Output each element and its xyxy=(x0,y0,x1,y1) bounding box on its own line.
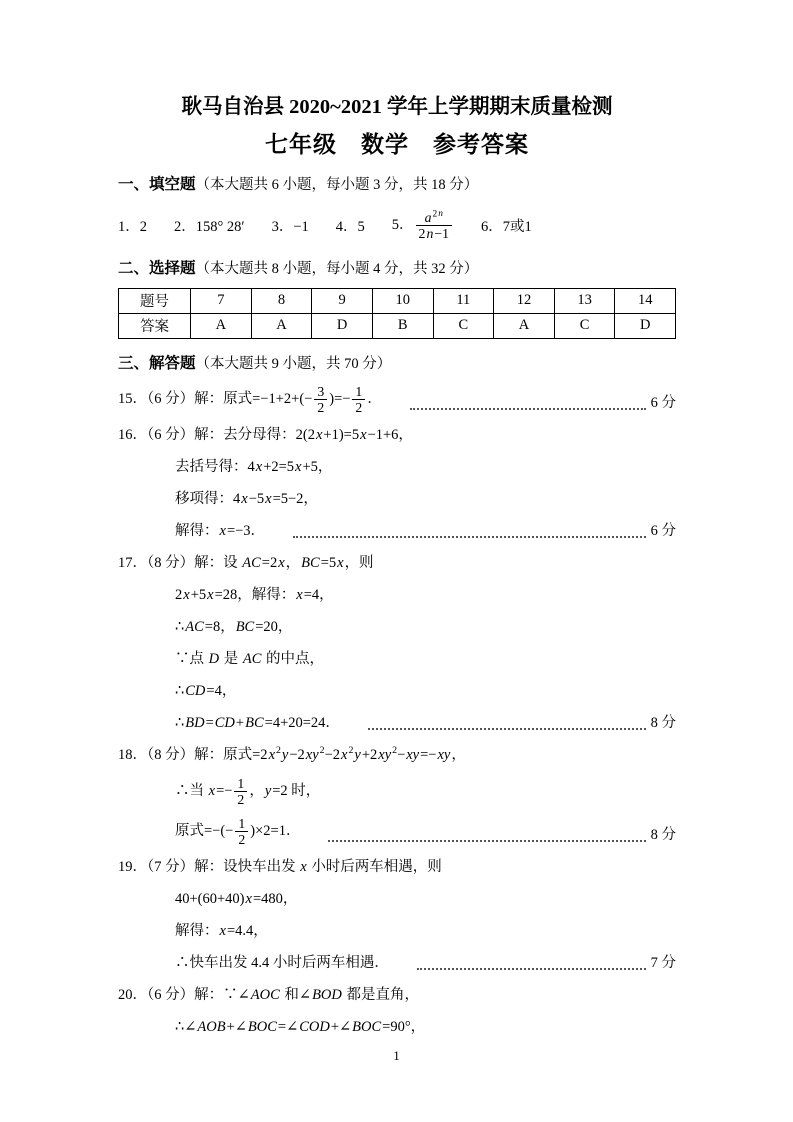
section-solution-label: 三、解答题 xyxy=(118,354,196,372)
problem-17-line-2 xyxy=(175,584,676,607)
problem-19-line-3 xyxy=(175,920,676,943)
table-cell: 10 xyxy=(372,288,433,313)
fill-answer-2: 2．158° 28′ xyxy=(174,219,245,236)
math-expression: 20．（6 分）解：∵∠AOC 和∠BOD 都是直角， xyxy=(118,987,419,1004)
dotted-leader xyxy=(293,536,646,538)
problem-17-line-3 xyxy=(175,616,676,639)
table-cell: D xyxy=(312,313,373,338)
fill-answer-4: 4．5 xyxy=(335,219,365,236)
fill-answer-5: 5． $\frac{a^{2n}}{2n-1}$ xyxy=(392,210,454,241)
problem-17-line-1 xyxy=(118,552,676,575)
section-choice-label: 二、选择题 xyxy=(118,259,196,277)
table-cell: 9 xyxy=(312,288,373,313)
score-label: 6 分 xyxy=(650,522,676,539)
section-fill-heading xyxy=(118,174,676,196)
math-expression: ∵点 D 是 AC 的中点， xyxy=(175,650,325,667)
problem-15-line-1 xyxy=(118,384,676,415)
table-cell: C xyxy=(554,313,615,338)
score-label: 7 分 xyxy=(650,955,676,972)
table-cell: 8 xyxy=(251,288,312,313)
problem-16-line-1 xyxy=(118,424,676,447)
score-label: 8 分 xyxy=(650,714,676,731)
problem-15 xyxy=(118,384,676,415)
section-fill-note: （本大题共 6 小题，每小题 3 分，共 18 分） xyxy=(195,176,479,193)
table-row-answers xyxy=(119,313,676,338)
section-solution-note: （本大题共 9 小题，共 70 分） xyxy=(195,355,392,372)
problem-19 xyxy=(118,856,676,975)
problem-19-line-2 xyxy=(175,888,676,911)
problem-18-line-3 xyxy=(175,816,676,847)
math-expression: ∴快车出发 4.4 小时后两车相遇． xyxy=(175,955,389,972)
math-expression: 19．（7 分）解：设快车出发 x 小时后两车相遇，则 xyxy=(118,859,442,876)
problem-20 xyxy=(118,984,676,1039)
choice-answer-table xyxy=(118,288,676,339)
table-cell: A xyxy=(251,313,312,338)
table-cell: 14 xyxy=(615,288,676,313)
problem-18-line-2 xyxy=(175,776,676,807)
problem-16 xyxy=(118,424,676,543)
math-expression: 2x+5x=28，解得：x=4， xyxy=(175,586,334,603)
dotted-leader xyxy=(328,840,645,842)
dotted-leader xyxy=(410,408,646,410)
table-cell: C xyxy=(433,313,494,338)
fill-answer-3: 3．−1 xyxy=(271,219,309,236)
table-row-question-numbers xyxy=(119,288,676,313)
math-expression: 18．（8 分）解：原式$=2x^2y-2xy^2-2x^2y+2xy^2-xy=-xy$， xyxy=(118,745,466,763)
problem-18-line-1 xyxy=(118,744,676,767)
problem-20-line-2 xyxy=(175,1016,676,1039)
math-expression: 解得：x=4.4， xyxy=(175,923,268,940)
math-expression: 解得：x=−3． xyxy=(175,522,266,539)
math-expression: ∴CD=4， xyxy=(175,682,237,699)
score-label: 6 分 xyxy=(650,394,676,411)
section-choice-note: （本大题共 8 小题，每小题 4 分，共 32 分） xyxy=(195,260,479,277)
fill-answer-6: 6．7或1 xyxy=(480,219,532,236)
table-cell: 12 xyxy=(494,288,555,313)
problem-20-line-1 xyxy=(118,984,676,1007)
problem-19-line-1 xyxy=(118,856,676,879)
table-cell: 13 xyxy=(554,288,615,313)
math-expression: ∴AC=8，BC=20， xyxy=(175,618,293,635)
math-expression: ∴∠AOB+∠BOC=∠COD+∠BOC=90°， xyxy=(175,1019,426,1036)
math-expression: 原式=−(− $\frac{1}{2}$ )×2=1． xyxy=(175,816,301,848)
math-expression: 16．（6 分）解：去分母得：2(2x+1)=5x−1+6， xyxy=(118,426,413,443)
table-cell: D xyxy=(615,313,676,338)
section-solution-heading xyxy=(118,353,676,375)
problem-19-line-4 xyxy=(175,952,676,975)
section-choice-heading xyxy=(118,258,676,280)
table-cell: 11 xyxy=(433,288,494,313)
problem-17-line-5 xyxy=(175,680,676,703)
score-label: 8 分 xyxy=(650,827,676,844)
table-cell: A xyxy=(494,313,555,338)
problem-17 xyxy=(118,552,676,735)
table-cell: 答案 xyxy=(119,313,191,338)
table-cell: 题号 xyxy=(119,288,191,313)
math-expression: 移项得：4x−5x=5−2， xyxy=(175,490,318,507)
math-expression: ∴当 x=− $\frac{1}{2}$ ，y=2 时， xyxy=(175,775,321,807)
table-cell: A xyxy=(191,313,252,338)
fill-answers-row xyxy=(118,204,676,248)
dotted-leader xyxy=(417,968,646,970)
math-expression: ∴BD=CD+BC=4+20=24． xyxy=(175,714,340,731)
problem-16-line-3 xyxy=(175,488,676,511)
table-cell: B xyxy=(372,313,433,338)
problem-17-line-6 xyxy=(175,712,676,735)
page-number: 1 xyxy=(393,1048,400,1063)
section-fill-label: 一、填空题 xyxy=(118,175,196,193)
math-expression: 15．（6 分）解：原式=−1+2+(− $\frac{3}{2}$ )=− $\frac{1}{2}$ ． xyxy=(118,383,382,415)
doc-title: 耿马自治县 2020~2021 学年上学期期末质量检测 xyxy=(181,96,613,118)
problem-18 xyxy=(118,744,676,848)
math-expression: 40+(60+40)x=480， xyxy=(175,891,298,908)
doc-subtitle: 七年级 数学 参考答案 xyxy=(265,131,529,157)
problem-16-line-2 xyxy=(175,456,676,479)
problem-17-line-4 xyxy=(175,648,676,671)
fill-answer-1: 1．2 xyxy=(118,219,147,236)
math-expression: 17．（8 分）解：设 AC=2x，BC=5x，则 xyxy=(118,554,374,571)
table-cell: 7 xyxy=(191,288,252,313)
problem-16-line-4 xyxy=(175,520,676,543)
dotted-leader xyxy=(368,728,646,730)
math-expression: 去括号得：4x+2=5x+5， xyxy=(175,458,333,475)
